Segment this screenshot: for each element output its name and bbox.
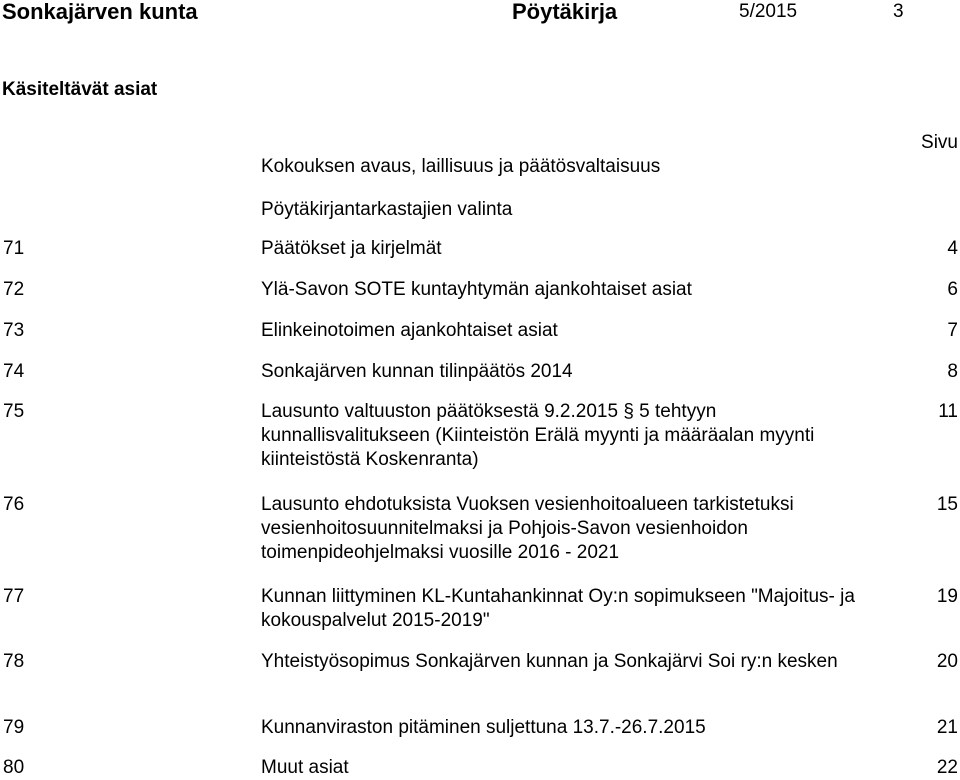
- item-title: Ylä-Savon SOTE kuntayhtymän ajankohtaiset asiat: [261, 279, 692, 300]
- item-page: 20: [936, 651, 958, 672]
- item-page: 15: [936, 494, 958, 515]
- item-page: 8: [947, 361, 958, 382]
- document-type: Pöytäkirja: [512, 0, 618, 24]
- item-title: Lausunto ehdotuksista Vuoksen vesienhoitoalueen tarkistetuksi vesienhoitosuunnitelmaksi ja Pohjois-Savon vesienhoidon toimenpideohjelmaksi vuosille 2016 - 2021: [261, 494, 794, 563]
- item-title: Elinkeinotoimen ajankohtaiset asiat: [261, 320, 558, 341]
- item-page: 11: [938, 401, 958, 422]
- item-title: Kunnanviraston pitäminen suljettuna 13.7.-26.7.2015: [261, 717, 706, 738]
- item-number: 76: [3, 494, 25, 515]
- item-title: Sonkajärven kunnan tilinpäätös 2014: [261, 361, 573, 382]
- section-title: Käsiteltävät asiat: [2, 79, 158, 100]
- item-number: 73: [3, 320, 25, 341]
- item-page: 22: [936, 757, 958, 778]
- item-title: Päätökset ja kirjelmät: [261, 238, 442, 259]
- item-page: 4: [947, 238, 958, 259]
- item-title: Kokouksen avaus, laillisuus ja päätösvaltaisuus: [261, 156, 661, 177]
- item-number: 72: [3, 279, 25, 300]
- item-title: Lausunto valtuuston päätöksestä 9.2.2015 § 5 tehtyyn kunnallisvalitukseen (Kiinteistön Erälä myynti ja määräalan myynti kiinteistöstä Koskenranta): [261, 401, 815, 470]
- item-page: 19: [936, 586, 958, 607]
- item-title: Muut asiat: [261, 757, 349, 778]
- item-title: Yhteistyösopimus Sonkajärven kunnan ja Sonkajärvi Soi ry:n kesken: [261, 651, 838, 672]
- item-number: 75: [3, 401, 25, 422]
- item-number: 77: [3, 586, 25, 607]
- item-number: 71: [3, 238, 25, 259]
- item-page: 21: [936, 717, 958, 738]
- item-title: Kunnan liittyminen KL-Kuntahankinnat Oy:n sopimukseen "Majoitus- ja kokouspalvelut 2015-2019": [261, 586, 855, 631]
- item-number: 80: [3, 757, 25, 778]
- item-number: 79: [3, 717, 25, 738]
- item-number: 74: [3, 361, 25, 382]
- document-number: 5/2015: [739, 1, 798, 22]
- item-title: Pöytäkirjantarkastajien valinta: [261, 199, 513, 220]
- item-number: 78: [3, 651, 25, 672]
- page-column-label: Sivu: [921, 132, 958, 153]
- item-page: 7: [947, 320, 958, 341]
- municipality-name: Sonkajärven kunta: [2, 0, 198, 24]
- page-number: 3: [893, 1, 904, 22]
- item-page: 6: [947, 279, 958, 300]
